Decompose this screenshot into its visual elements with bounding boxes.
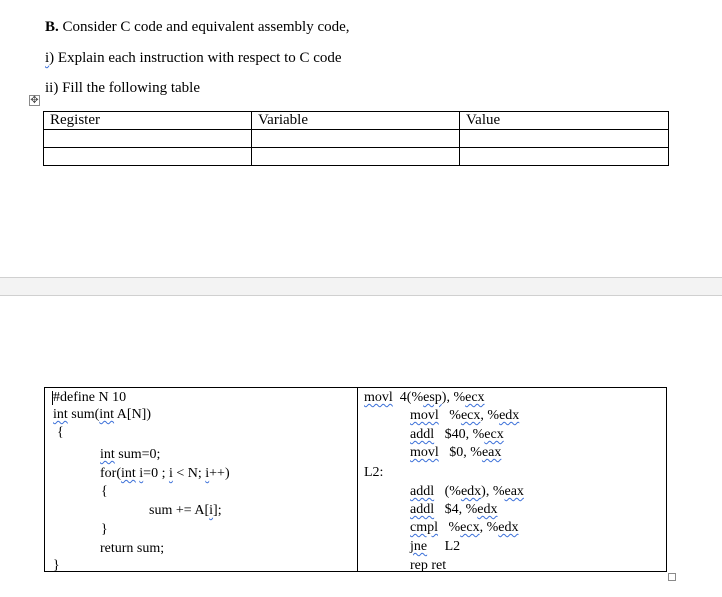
asm-arg: ), %	[481, 484, 505, 499]
asm-rep-ret[interactable]: rep ret	[410, 558, 447, 573]
table-cell[interactable]	[460, 148, 669, 166]
asm-arg: %	[448, 520, 461, 535]
asm-arg: $0, %	[449, 445, 482, 460]
asm-reg: ecx	[484, 427, 504, 442]
asm-op: addl	[410, 502, 435, 517]
asm-line[interactable]	[364, 389, 485, 406]
table-cell[interactable]	[460, 130, 669, 148]
asm-arg: ), %	[441, 390, 466, 405]
c-var: i	[139, 466, 144, 481]
table-header-row	[44, 112, 669, 130]
asm-line[interactable]	[410, 407, 519, 424]
asm-reg: ecx	[460, 520, 480, 535]
part-i-prefix: i	[45, 50, 50, 66]
asm-reg: eax	[504, 484, 524, 499]
c-define-line[interactable]: #define N 10	[53, 390, 127, 405]
c-token: ];	[213, 503, 222, 518]
asm-line[interactable]	[410, 538, 460, 555]
c-sum-add-line[interactable]	[149, 502, 222, 519]
question-heading	[45, 19, 350, 36]
asm-arg: $40, %	[444, 427, 485, 442]
asm-reg: edx	[498, 520, 519, 535]
part-i-instruction	[45, 50, 342, 67]
c-keyword: int	[121, 466, 136, 481]
asm-arg: $4, %	[444, 502, 478, 517]
asm-reg: edx	[477, 502, 498, 517]
asm-arg: , %	[480, 408, 500, 423]
header-register[interactable]: Register	[44, 112, 252, 130]
table-resize-handle-icon[interactable]	[668, 573, 676, 581]
c-var: i	[209, 503, 214, 518]
asm-arg: %	[449, 408, 461, 423]
table-row	[44, 130, 669, 148]
c-token: for(	[100, 466, 121, 481]
table-cell[interactable]	[252, 130, 460, 148]
asm-line[interactable]	[410, 444, 501, 461]
c-close-brace[interactable]: }	[53, 558, 60, 573]
c-keyword: int	[53, 407, 68, 422]
part-ii-instruction: ii) Fill the following table	[45, 80, 200, 96]
page-break-gap	[0, 277, 722, 296]
answer-table	[43, 111, 669, 166]
header-value[interactable]: Value	[460, 112, 669, 130]
c-var: i	[205, 466, 210, 481]
c-keyword: int	[99, 407, 115, 422]
header-variable[interactable]: Variable	[252, 112, 460, 130]
asm-arg: 4(%	[399, 390, 424, 405]
c-for-line[interactable]	[100, 465, 230, 482]
asm-reg: ecx	[465, 390, 485, 405]
asm-op: jne	[410, 539, 428, 554]
c-token: < N;	[172, 466, 206, 481]
c-token: ++)	[209, 466, 230, 481]
table-cell[interactable]	[252, 148, 460, 166]
c-open-brace[interactable]: {	[57, 425, 64, 440]
c-token: =0 ;	[143, 466, 169, 481]
c-token: sum(	[67, 407, 100, 422]
table-row	[44, 148, 669, 166]
table-cell[interactable]	[44, 130, 252, 148]
c-loop-close-brace[interactable]: }	[101, 522, 108, 537]
part-i-text: ) Explain each instruction with respect to C code	[49, 50, 342, 66]
c-token: sum += A[	[149, 503, 210, 518]
asm-arg: L2	[444, 539, 461, 554]
asm-op: movl	[410, 445, 439, 460]
asm-arg: (%	[444, 484, 461, 499]
asm-reg: ecx	[460, 408, 481, 423]
c-return-line[interactable]: return sum;	[100, 541, 165, 556]
code-column-divider	[357, 388, 358, 571]
asm-op: addl	[410, 427, 435, 442]
asm-label-l2[interactable]: L2:	[364, 465, 384, 480]
c-sum-decl-line[interactable]	[100, 446, 160, 463]
asm-op: addl	[410, 484, 435, 499]
question-heading-text: Consider C code and equivalent assembly code,	[58, 19, 350, 35]
asm-reg: edx	[460, 484, 482, 499]
question-label: B.	[45, 19, 59, 35]
table-cell[interactable]	[44, 148, 252, 166]
asm-line[interactable]	[410, 519, 519, 536]
c-token: A[N])	[114, 407, 151, 422]
asm-op: movl	[364, 390, 393, 405]
c-token: sum=0;	[114, 447, 161, 462]
asm-line[interactable]	[410, 501, 498, 518]
asm-arg: , %	[479, 520, 499, 535]
table-move-handle-icon[interactable]: ✥	[30, 95, 39, 106]
asm-reg: eax	[481, 445, 502, 460]
asm-reg: edx	[499, 408, 520, 423]
c-signature-line[interactable]	[53, 406, 151, 423]
asm-line[interactable]	[410, 426, 504, 443]
c-var: i	[168, 466, 173, 481]
c-loop-open-brace[interactable]: {	[101, 484, 108, 499]
asm-reg: esp	[423, 390, 442, 405]
c-keyword: int	[100, 447, 115, 462]
asm-line[interactable]	[410, 483, 524, 500]
asm-op: movl	[410, 408, 439, 423]
asm-op: cmpl	[410, 520, 438, 535]
